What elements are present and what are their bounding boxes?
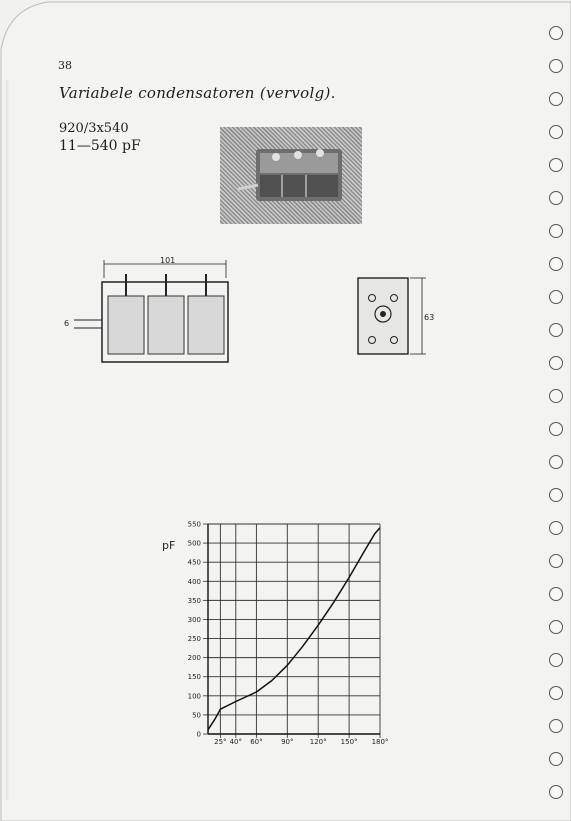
chart-ylabel: pF (162, 539, 176, 552)
side-height-label: 63 (424, 313, 435, 322)
x-tick-label: 25° (214, 738, 227, 746)
side-view-drawing (350, 268, 438, 360)
x-tick-label: 120° (309, 738, 327, 746)
y-tick-label: 450 (187, 558, 201, 567)
capacitance-chart (160, 512, 400, 752)
product-photo (220, 127, 362, 224)
front-view-drawing (56, 254, 246, 374)
binding-hole (549, 323, 563, 337)
binding-hole (549, 257, 563, 271)
binding-hole (549, 158, 563, 172)
binding-hole (549, 653, 563, 667)
x-tick-label: 90° (281, 738, 294, 746)
capacity-range: 11—540 pF (59, 138, 141, 154)
capacitor-photo-illustration (220, 127, 362, 224)
chart-svg (160, 512, 400, 752)
binding-hole (549, 587, 563, 601)
binding-hole (549, 191, 563, 205)
binding-hole (549, 422, 563, 436)
page-number: 38 (58, 59, 72, 72)
binding-hole (549, 224, 563, 238)
binding-hole (549, 488, 563, 502)
front-width-label: 101 (160, 256, 176, 265)
binding-hole (549, 752, 563, 766)
binding-hole (549, 719, 563, 733)
binding-hole (549, 389, 563, 403)
x-tick-label: 180° (371, 738, 389, 746)
x-tick-label: 40° (229, 738, 243, 746)
binding-hole (549, 92, 563, 106)
y-tick-label: 550 (187, 520, 201, 529)
binding-hole (549, 290, 563, 304)
binding-hole (549, 26, 563, 40)
y-tick-label: 500 (187, 539, 201, 548)
x-tick-label: 60° (250, 738, 263, 746)
page-title: Variabele condensatoren (vervolg). (59, 84, 336, 102)
y-tick-label: 0 (196, 730, 201, 739)
capacitance-curve (208, 528, 380, 730)
binding-hole (549, 785, 563, 799)
x-tick-label: 150° (340, 738, 358, 746)
binding-hole (549, 554, 563, 568)
y-tick-label: 400 (187, 577, 201, 586)
binding-hole (549, 455, 563, 469)
y-tick-label: 350 (187, 596, 201, 605)
front-side-label: 6 (64, 319, 70, 328)
y-tick-label: 300 (187, 615, 201, 624)
model-code: 920/3x540 (59, 121, 129, 136)
binding-hole (549, 686, 563, 700)
binding-hole (549, 125, 563, 139)
y-tick-label: 50 (192, 711, 201, 720)
binding-hole (549, 521, 563, 535)
y-tick-label: 200 (187, 654, 201, 663)
y-tick-label: 250 (187, 635, 201, 644)
binding-hole (549, 59, 563, 73)
binding-hole (549, 356, 563, 370)
binding-hole (549, 620, 563, 634)
y-tick-label: 100 (187, 692, 201, 701)
y-tick-label: 150 (187, 673, 201, 682)
